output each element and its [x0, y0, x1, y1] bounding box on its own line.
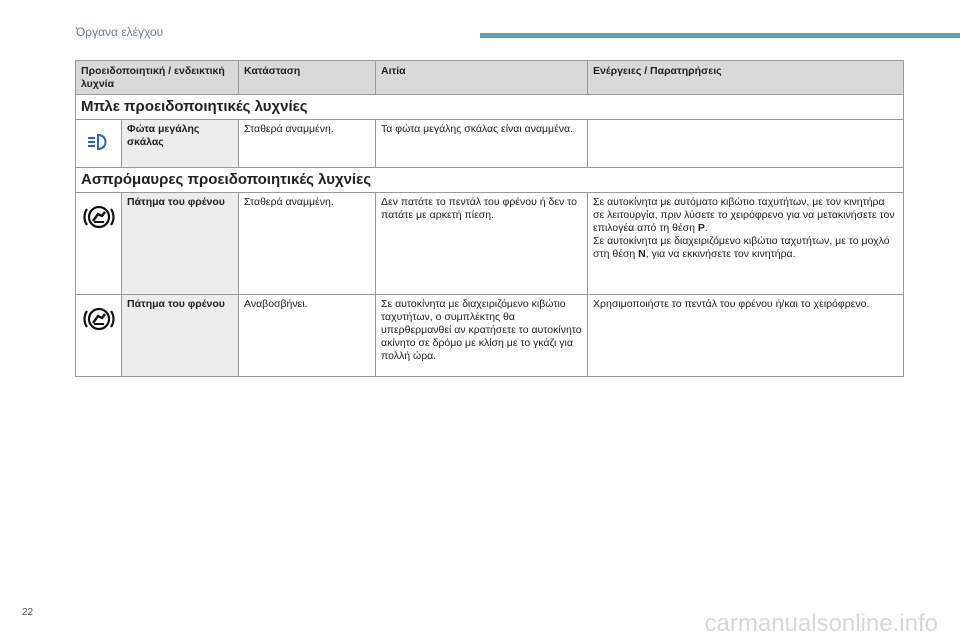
- lamp-state: Σταθερά αναμμένη.: [239, 120, 376, 168]
- gear-position-p: P: [697, 222, 705, 234]
- page-header-title: Όργανα ελέγχου: [76, 25, 164, 39]
- lamp-state: Αναβοσβήνει.: [239, 295, 376, 377]
- action-text: Σε αυτοκίνητα με αυτόματο κιβώτιο ταχυτήτων, με τον κινητήρα σε λειτουργία, πριν λύσετε το χειρόφρενο για να μετακινήσετε τον επιλογέα από τη θέση: [593, 196, 895, 234]
- lamp-actions: [588, 120, 904, 168]
- lamp-actions: Χρησιμοποιήστε το πεντάλ του φρένου ή/και το χειρόφρενο.: [588, 295, 904, 377]
- gear-position-n: N: [638, 248, 646, 260]
- page-number: 22: [22, 607, 34, 618]
- section-title: Ασπρόμαυρες προειδοποιητικές λυχνίες: [76, 168, 904, 193]
- lamp-icon-cell: [76, 295, 122, 377]
- warning-lamps-table-body: [75, 60, 904, 377]
- column-header-lamp: Προειδοποιητική / ενδεικτική λυχνία: [76, 61, 239, 95]
- column-header-actions: Ενέργειες / Παρατηρήσεις: [588, 61, 904, 95]
- action-text: , για να εκκινήσετε τον κινητήρα.: [645, 248, 796, 260]
- watermark: carmanualsonline.info: [704, 610, 938, 637]
- high-beam-icon: [84, 132, 114, 152]
- header-accent-bar: [480, 33, 960, 38]
- section-heading-row: [76, 168, 904, 193]
- lamp-name: Πάτημα του φρένου: [122, 193, 239, 295]
- lamp-icon-cell: [76, 120, 122, 168]
- action-text: Σε αυτοκίνητα με διαχειριζόμενο κιβώτιο ταχυτήτων, με το μοχλό στη θέση: [593, 235, 890, 260]
- table-row: [76, 120, 904, 168]
- brake-foot-icon: [83, 201, 115, 233]
- brake-foot-icon: [83, 303, 115, 335]
- table-row: [76, 193, 904, 295]
- action-text: .: [704, 222, 708, 234]
- section-title: Μπλε προειδοποιητικές λυχνίες: [76, 95, 904, 120]
- lamp-cause: Σε αυτοκίνητα με διαχειριζόμενο κιβώτιο ταχυτήτων, ο συμπλέκτης θα υπερθερμανθεί αν κρατήσετε το αυτοκίνητο ακίνητο σε δρόμο με κλίση με το γκάζι για πολλή ώρα.: [376, 295, 588, 377]
- lamp-cause: Δεν πατάτε το πεντάλ του φρένου ή δεν το πατάτε με αρκετή πίεση.: [376, 193, 588, 295]
- lamp-actions: [588, 193, 904, 295]
- lamp-state: Σταθερά αναμμένη.: [239, 193, 376, 295]
- column-header-cause: Αιτία: [376, 61, 588, 95]
- table-header-row: [76, 61, 904, 95]
- lamp-icon-cell: [76, 193, 122, 295]
- column-header-state: Κατάσταση: [239, 61, 376, 95]
- table-row: [76, 295, 904, 377]
- lamp-cause: Τα φώτα μεγάλης σκάλας είναι αναμμένα.: [376, 120, 588, 168]
- lamp-name: Πάτημα του φρένου: [122, 295, 239, 377]
- section-heading-row: [76, 95, 904, 120]
- lamp-name: Φώτα μεγάλης σκάλας: [122, 120, 239, 168]
